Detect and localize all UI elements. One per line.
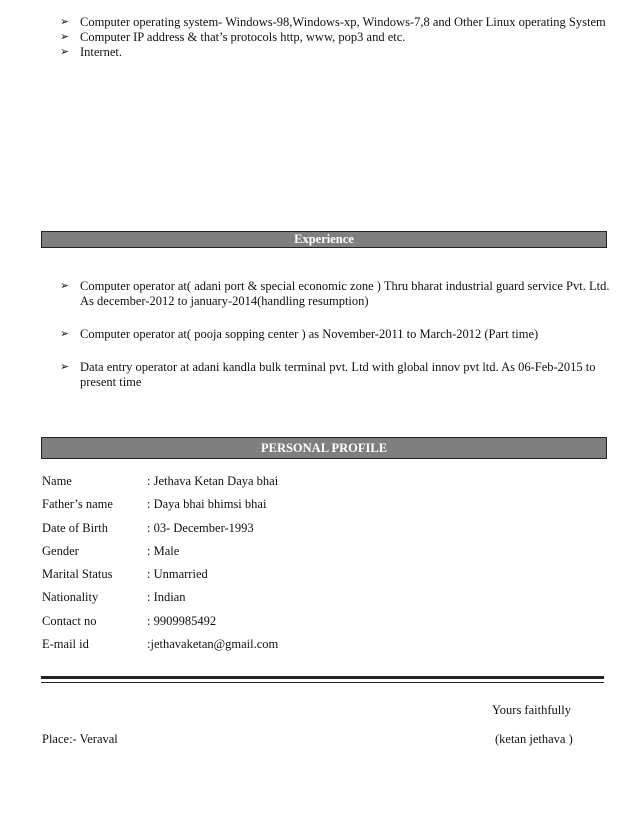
experience-list (60, 279, 610, 408)
divider-thin (41, 682, 604, 683)
skill-text: Internet. (80, 45, 122, 59)
profile-label: Contact no (42, 613, 97, 628)
salutation: Yours faithfully (492, 703, 571, 717)
profile-label: E-mail id (42, 637, 89, 652)
profile-label: Gender (42, 543, 79, 558)
profile-table (42, 474, 542, 660)
profile-row (42, 474, 542, 497)
signature-name: (ketan jethava ) (495, 732, 573, 746)
skills-list (60, 15, 610, 60)
profile-row (42, 544, 542, 567)
profile-label: Marital Status (42, 567, 113, 582)
profile-value: : Unmarried (147, 567, 208, 582)
skill-text: Computer IP address & that’s protocols http, www, pop3 and etc. (80, 30, 406, 44)
list-item (60, 30, 610, 45)
arrow-bullet-icon: ➢ (60, 16, 70, 28)
profile-label: Father’s name (42, 497, 113, 512)
arrow-bullet-icon: ➢ (60, 46, 70, 58)
divider-thick (41, 676, 604, 679)
profile-value: : Daya bhai bhimsi bhai (147, 497, 267, 512)
profile-value: : Jethava Ketan Daya bhai (147, 474, 279, 488)
profile-value: : 9909985492 (147, 613, 217, 628)
list-item (60, 327, 610, 342)
profile-row (42, 497, 542, 520)
arrow-bullet-icon: ➢ (60, 31, 70, 43)
profile-row (42, 590, 542, 613)
profile-row (42, 567, 542, 590)
arrow-bullet-icon: ➢ (60, 280, 70, 292)
list-item (60, 279, 610, 309)
profile-label: Name (42, 474, 72, 488)
personal-profile-heading: PERSONAL PROFILE (41, 437, 607, 459)
profile-value: :jethavaketan@gmail.com (147, 637, 279, 652)
list-item (60, 15, 610, 30)
profile-row (42, 521, 542, 544)
profile-value: : Indian (147, 590, 186, 605)
profile-value: : Male (147, 543, 180, 558)
list-item (60, 45, 610, 60)
experience-heading: Experience (41, 231, 607, 248)
profile-label: Nationality (42, 590, 99, 605)
place: Place:- Veraval (42, 732, 118, 746)
experience-text: Computer operator at( pooja sopping center ) as November-2011 to March-2012 (Part time) (80, 327, 539, 341)
arrow-bullet-icon: ➢ (60, 328, 70, 340)
arrow-bullet-icon: ➢ (60, 361, 70, 373)
experience-text: Computer operator at( adani port & special economic zone ) Thru bharat industrial guard service Pvt. Ltd. As december-2012 to january-2014(handling resumption) (80, 279, 610, 308)
skill-text: Computer operating system- Windows-98,Windows-xp, Windows-7,8 and Other Linux operating System (80, 15, 606, 29)
list-item (60, 360, 610, 390)
profile-value: : 03- December-1993 (147, 520, 254, 535)
profile-row (42, 637, 542, 660)
profile-row (42, 614, 542, 637)
experience-text: Data entry operator at adani kandla bulk terminal pvt. Ltd with global innov pvt ltd. As 06-Feb-2015 to present time (80, 360, 596, 389)
profile-label: Date of Birth (42, 520, 108, 535)
